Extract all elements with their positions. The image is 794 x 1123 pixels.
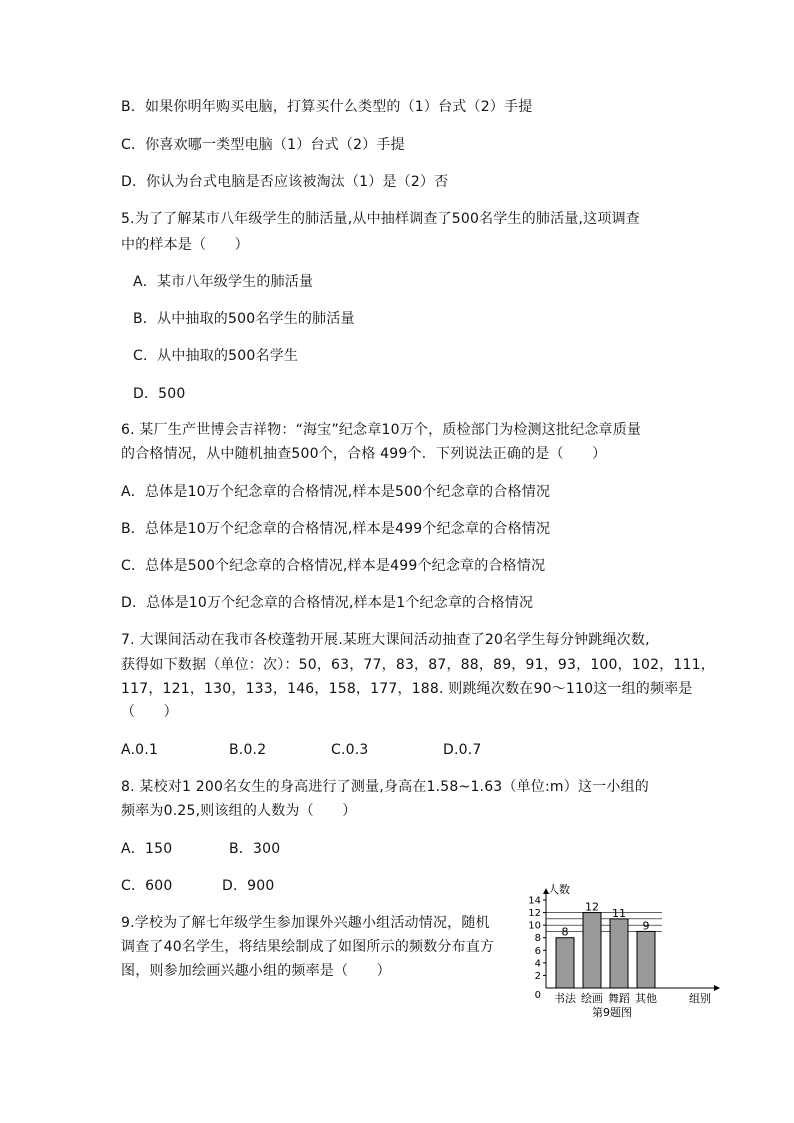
q9-stem-2: 调查了40名学生，将结果绘制成了如图所示的频数分布直方 <box>121 939 495 955</box>
data-label: 8 <box>561 925 569 939</box>
line-q4c: C．你喜欢哪一类型电脑（1）台式（2）手提 <box>121 137 405 153</box>
x-axis-arrow <box>714 985 720 991</box>
bar-舞蹈 <box>610 919 628 988</box>
q7-option-d: D.0.7 <box>443 742 482 758</box>
y-tick-label: 12 <box>528 908 541 920</box>
q6-stem-1: 6. 某厂生产世博会吉祥物：“海宝”纪念章10万个，质检部门为检测这批纪念章质量 <box>121 422 642 438</box>
q7-stem-4: （ ） <box>121 704 178 720</box>
q7-option-b: B.0.2 <box>229 742 267 758</box>
q9-stem-1: 9.学校为了解七年级学生参加课外兴趣小组活动情况，随机 <box>121 915 490 931</box>
chart-caption: 第9题图 <box>592 1006 632 1019</box>
bar-绘画 <box>583 913 601 988</box>
bar-其他 <box>637 931 655 988</box>
q7-option-c: C.0.3 <box>331 742 369 758</box>
y-axis-label: 人数 <box>548 884 570 896</box>
x-tick-label: 其他 <box>635 992 657 1005</box>
q6-option-c: C．总体是500个纪念章的合格情况,样本是499个纪念章的合格情况 <box>121 558 546 574</box>
q5-option-c: C．从中抽取的500名学生 <box>133 348 299 364</box>
q6-stem-2: 的合格情况，从中随机抽查500个，合格 499个．下列说法正确的是（ ） <box>121 446 607 462</box>
data-label: 9 <box>642 919 650 933</box>
x-tick-label: 书法 <box>554 992 576 1005</box>
q8-option-a: A．150 <box>121 841 173 857</box>
q9-stem-3: 图，则参加绘画兴趣小组的频率是（ ） <box>121 963 391 979</box>
histogram-svg <box>522 884 734 1024</box>
y-tick-label: 6 <box>534 945 541 957</box>
q7-option-a: A.0.1 <box>121 742 159 758</box>
q6-option-d: D．总体是10万个纪念章的合格情况,样本是1个纪念章的合格情况 <box>121 595 534 611</box>
y-tick-label: 0 <box>534 990 541 1001</box>
q7-stem-3: 117，121，130，133，146，158，177，188. 则跳绳次数在90～110这一组的频率是 <box>121 681 693 697</box>
x-tick-label: 绘画 <box>581 992 603 1005</box>
y-tick-label: 2 <box>534 970 541 982</box>
y-tick-label: 14 <box>528 895 541 907</box>
x-tick-label: 舞蹈 <box>608 992 630 1005</box>
q7-stem-2: 获得如下数据（单位：次）：50，63，77，83，87，88，89，91，93，100，102，111， <box>121 657 715 673</box>
x-axis-label: 组别 <box>689 992 711 1005</box>
q5-option-a: A．某市八年级学生的肺活量 <box>133 274 314 290</box>
y-tick-label: 8 <box>534 933 541 945</box>
q9-histogram <box>522 884 734 1024</box>
line-q4d: D．你认为台式电脑是否应该被淘汰（1）是（2）否 <box>121 174 449 190</box>
q6-option-b: B．总体是10万个纪念章的合格情况,样本是499个纪念章的合格情况 <box>121 521 551 537</box>
q8-stem-2: 频率为0.25,则该组的人数为（ ） <box>121 803 357 819</box>
q8-option-d: D．900 <box>222 878 275 894</box>
q5-option-b: B．从中抽取的500名学生的肺活量 <box>133 311 355 327</box>
q8-stem-1: 8. 某校对1 200名女生的身高进行了测量,身高在1.58~1.63（单位:m）这一小组的 <box>121 779 649 795</box>
y-tick-label: 10 <box>528 920 541 932</box>
q6-option-a: A．总体是10万个纪念章的合格情况,样本是500个纪念章的合格情况 <box>121 484 551 500</box>
q8-option-c: C．600 <box>121 878 173 894</box>
data-label: 12 <box>585 900 599 914</box>
line-q4b: B．如果你明年购买电脑，打算买什么类型的（1）台式（2）手提 <box>121 99 533 115</box>
q8-option-b: B．300 <box>229 841 281 857</box>
q5-stem-2: 中的样本是（ ） <box>121 237 249 253</box>
data-label: 11 <box>612 906 626 920</box>
y-tick-label: 4 <box>534 958 541 970</box>
q5-stem-1: 5.为了了解某市八年级学生的肺活量,从中抽样调查了500名学生的肺活量,这项调查 <box>121 211 640 227</box>
bar-书法 <box>556 938 574 988</box>
q7-stem-1: 7. 大课间活动在我市各校蓬勃开展.某班大课间活动抽查了20名学生每分钟跳绳次数, <box>121 632 650 648</box>
q5-option-d: D．500 <box>133 386 186 402</box>
